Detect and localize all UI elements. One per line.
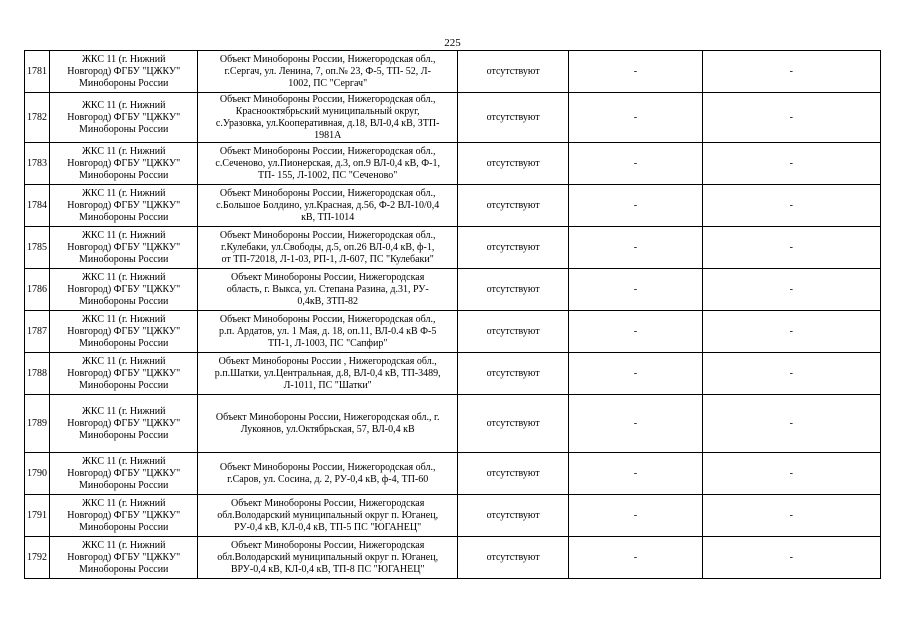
object-line: ВРУ-0,4 кВ, КЛ-0,4 кВ, ТП-8 ПС "ЮГАНЕЦ" <box>230 563 425 575</box>
status-cell: отсутствуют <box>457 93 568 143</box>
dash-cell: - <box>702 227 880 269</box>
row-number-cell: 1785 <box>25 227 50 269</box>
object-line: г.Саров, ул. Сосина, д. 2, РУ-0,4 кВ, ф-4, ТП-60 <box>227 473 429 485</box>
object-cell <box>198 185 458 227</box>
organization-line: ЖКС 11 (г. Нижний <box>81 313 166 325</box>
object-line: Объект Минобороны России, Нижегородская обл., <box>219 53 436 65</box>
organization-cell <box>50 453 198 495</box>
object-line: Краснооктябрьский муниципальный округ, <box>235 105 420 117</box>
status-cell: отсутствуют <box>457 453 568 495</box>
object-line: РУ-0,4 кВ, КЛ-0,4 кВ, ТП-5 ПС "ЮГАНЕЦ" <box>234 521 422 533</box>
organization-line: Минобороны России <box>79 123 169 135</box>
table-row <box>25 227 881 269</box>
row-number-cell: 1786 <box>25 269 50 311</box>
status-cell: отсутствуют <box>457 395 568 453</box>
status-cell: отсутствуют <box>457 269 568 311</box>
organization-cell <box>50 185 198 227</box>
organization-line: Минобороны России <box>79 77 169 89</box>
organization-line: Минобороны России <box>79 337 169 349</box>
status-cell: отсутствуют <box>457 495 568 537</box>
row-number-cell: 1781 <box>25 51 50 93</box>
object-cell <box>198 353 458 395</box>
organization-cell <box>50 269 198 311</box>
dash-cell: - <box>702 185 880 227</box>
status-cell: отсутствуют <box>457 353 568 395</box>
dash-cell: - <box>569 495 702 537</box>
organization-line: Минобороны России <box>79 479 169 491</box>
organization-line: Новгород) ФГБУ "ЦЖКУ" <box>67 325 181 337</box>
object-cell <box>198 143 458 185</box>
object-cell <box>198 453 458 495</box>
object-line: г.Сергач, ул. Ленина, 7, оп.№ 23, Ф-5, ТП- 52, Л- <box>224 65 431 77</box>
object-line: 0,4кВ, ЗТП-82 <box>297 295 359 307</box>
table-row <box>25 353 881 395</box>
object-line: обл.Володарский муниципальный округ п. Юганец, <box>217 509 439 521</box>
organization-line: Новгород) ФГБУ "ЦЖКУ" <box>67 283 181 295</box>
status-cell: отсутствуют <box>457 143 568 185</box>
table-row <box>25 311 881 353</box>
registry-table <box>24 50 881 579</box>
row-number-cell: 1783 <box>25 143 50 185</box>
object-line: с.Сеченово, ул.Пионерская, д.3, оп.9 ВЛ-0,4 кВ, Ф-1, <box>215 157 440 169</box>
status-cell: отсутствуют <box>457 227 568 269</box>
organization-line: Минобороны России <box>79 169 169 181</box>
organization-line: Минобороны России <box>79 563 169 575</box>
dash-cell: - <box>569 51 702 93</box>
object-line: от ТП-72018, Л-1-03, РП-1, Л-607, ПС "Кулебаки" <box>221 253 434 265</box>
object-cell <box>198 93 458 143</box>
organization-line: ЖКС 11 (г. Нижний <box>81 53 166 65</box>
organization-line: ЖКС 11 (г. Нижний <box>81 229 166 241</box>
organization-line: Новгород) ФГБУ "ЦЖКУ" <box>67 111 181 123</box>
row-number-cell: 1788 <box>25 353 50 395</box>
object-line: Объект Минобороны России, Нижегородская обл., <box>219 229 436 241</box>
object-line: Объект Минобороны России, Нижегородская <box>231 497 425 509</box>
object-line: Объект Минобороны России , Нижегородская обл., <box>218 355 437 367</box>
row-number-cell: 1792 <box>25 537 50 579</box>
table-row <box>25 143 881 185</box>
organization-line: Новгород) ФГБУ "ЦЖКУ" <box>67 551 181 563</box>
status-cell: отсутствуют <box>457 185 568 227</box>
dash-cell: - <box>569 269 702 311</box>
dash-cell: - <box>569 395 702 453</box>
object-line: Объект Минобороны России, Нижегородская обл., <box>219 461 436 473</box>
dash-cell: - <box>569 311 702 353</box>
object-line: Л-1011, ПС "Шатки" <box>283 379 372 391</box>
organization-line: Минобороны России <box>79 429 169 441</box>
organization-cell <box>50 227 198 269</box>
object-cell <box>198 311 458 353</box>
dash-cell: - <box>702 93 880 143</box>
organization-line: ЖКС 11 (г. Нижний <box>81 497 166 509</box>
object-line: 1981А <box>314 129 342 141</box>
organization-line: Минобороны России <box>79 211 169 223</box>
organization-line: Новгород) ФГБУ "ЦЖКУ" <box>67 199 181 211</box>
object-line: кВ, ТП-1014 <box>301 211 355 223</box>
object-line: обл.Володарский муниципальный округ п. Юганец, <box>217 551 439 563</box>
table-row <box>25 93 881 143</box>
table-row <box>25 185 881 227</box>
row-number-cell: 1791 <box>25 495 50 537</box>
organization-line: ЖКС 11 (г. Нижний <box>81 99 166 111</box>
organization-line: Новгород) ФГБУ "ЦЖКУ" <box>67 157 181 169</box>
object-line: Объект Минобороны России, Нижегородская обл., <box>219 187 436 199</box>
dash-cell: - <box>569 453 702 495</box>
table-row <box>25 495 881 537</box>
object-line: область, г. Выкса, ул. Степана Разина, д.31, РУ- <box>226 283 429 295</box>
dash-cell: - <box>702 395 880 453</box>
row-number-cell: 1789 <box>25 395 50 453</box>
table-row <box>25 537 881 579</box>
object-cell <box>198 227 458 269</box>
dash-cell: - <box>569 227 702 269</box>
organization-cell <box>50 495 198 537</box>
dash-cell: - <box>569 185 702 227</box>
organization-cell <box>50 537 198 579</box>
table-row <box>25 453 881 495</box>
object-cell <box>198 495 458 537</box>
dash-cell: - <box>702 353 880 395</box>
row-number-cell: 1790 <box>25 453 50 495</box>
organization-cell <box>50 51 198 93</box>
object-cell <box>198 395 458 453</box>
object-line: р.п. Ардатов, ул. 1 Мая, д. 18, оп.11, ВЛ-0.4 кВ Ф-5 <box>218 325 437 337</box>
organization-line: Новгород) ФГБУ "ЦЖКУ" <box>67 467 181 479</box>
organization-line: ЖКС 11 (г. Нижний <box>81 145 166 157</box>
organization-line: Новгород) ФГБУ "ЦЖКУ" <box>67 509 181 521</box>
table-row <box>25 269 881 311</box>
row-number-cell: 1787 <box>25 311 50 353</box>
dash-cell: - <box>702 311 880 353</box>
organization-line: Минобороны России <box>79 295 169 307</box>
row-number-cell: 1784 <box>25 185 50 227</box>
object-line: ТП- 155, Л-1002, ПС "Сеченово" <box>258 169 398 181</box>
object-line: Объект Минобороны России, Нижегородская обл., г. <box>215 411 440 423</box>
organization-line: Минобороны России <box>79 379 169 391</box>
dash-cell: - <box>569 353 702 395</box>
object-line: 1002, ПС "Сергач" <box>288 77 368 89</box>
organization-line: ЖКС 11 (г. Нижний <box>81 405 166 417</box>
object-cell <box>198 537 458 579</box>
status-cell: отсутствуют <box>457 311 568 353</box>
dash-cell: - <box>702 453 880 495</box>
dash-cell: - <box>702 537 880 579</box>
object-line: Объект Минобороны России, Нижегородская <box>231 271 425 283</box>
organization-line: ЖКС 11 (г. Нижний <box>81 539 166 551</box>
organization-line: Новгород) ФГБУ "ЦЖКУ" <box>67 65 181 77</box>
organization-cell <box>50 395 198 453</box>
dash-cell: - <box>702 269 880 311</box>
object-line: ТП-1, Л-1003, ПС "Сапфир" <box>267 337 388 349</box>
dash-cell: - <box>569 537 702 579</box>
organization-cell <box>50 143 198 185</box>
page-number: 225 <box>444 37 461 49</box>
organization-line: ЖКС 11 (г. Нижний <box>81 355 166 367</box>
organization-cell <box>50 311 198 353</box>
organization-line: ЖКС 11 (г. Нижний <box>81 187 166 199</box>
dash-cell: - <box>569 93 702 143</box>
organization-cell <box>50 353 198 395</box>
dash-cell: - <box>702 495 880 537</box>
object-line: г.Кулебаки, ул.Свободы, д.5, оп.26 ВЛ-0,4 кВ, ф-1, <box>221 241 435 253</box>
object-line: Объект Минобороны России, Нижегородская <box>231 539 425 551</box>
table-row <box>25 51 881 93</box>
organization-line: ЖКС 11 (г. Нижний <box>81 271 166 283</box>
table-row <box>25 395 881 453</box>
object-line: р.п.Шатки, ул.Центральная, д.8, ВЛ-0,4 кВ, ТП-3489, <box>214 367 441 379</box>
object-cell <box>198 269 458 311</box>
status-cell: отсутствуют <box>457 51 568 93</box>
registry-table-body <box>25 51 881 579</box>
organization-line: Минобороны России <box>79 253 169 265</box>
row-number-cell: 1782 <box>25 93 50 143</box>
object-cell <box>198 51 458 93</box>
organization-line: ЖКС 11 (г. Нижний <box>81 455 166 467</box>
dash-cell: - <box>569 143 702 185</box>
organization-line: Новгород) ФГБУ "ЦЖКУ" <box>67 241 181 253</box>
organization-line: Минобороны России <box>79 521 169 533</box>
object-line: Объект Минобороны России, Нижегородская обл., <box>219 145 436 157</box>
dash-cell: - <box>702 51 880 93</box>
object-line: Лукоянов, ул.Октябрьская, 57, ВЛ-0,4 кВ <box>240 423 415 435</box>
organization-cell <box>50 93 198 143</box>
status-cell: отсутствуют <box>457 537 568 579</box>
object-line: Объект Минобороны России, Нижегородская обл., <box>219 313 436 325</box>
object-line: Объект Минобороны России, Нижегородская обл., <box>219 93 436 105</box>
dash-cell: - <box>702 143 880 185</box>
object-line: с.Большое Болдино, ул.Красная, д.56, Ф-2 ВЛ-10/0,4 <box>216 199 440 211</box>
organization-line: Новгород) ФГБУ "ЦЖКУ" <box>67 367 181 379</box>
object-line: с.Уразовка, ул.Кооперативная, д.18, ВЛ-0,4 кВ, ЗТП- <box>215 117 440 129</box>
organization-line: Новгород) ФГБУ "ЦЖКУ" <box>67 417 181 429</box>
